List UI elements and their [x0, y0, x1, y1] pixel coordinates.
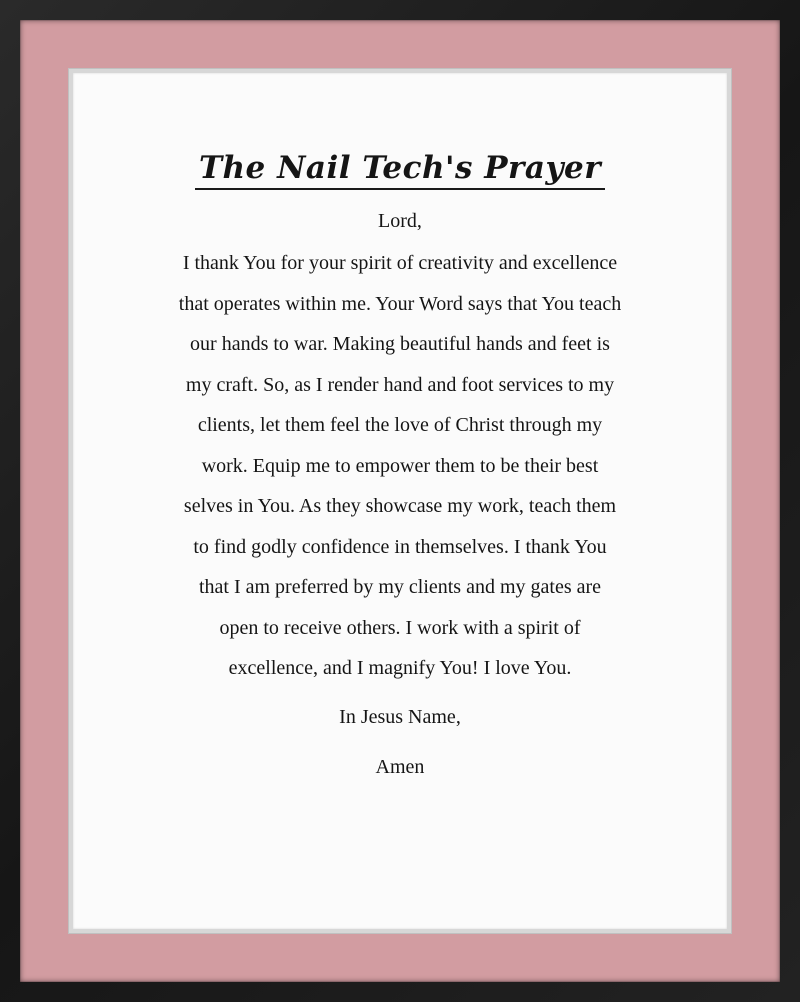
pink-mat: [20, 20, 780, 982]
prayer-line: I thank You for your spirit of creativity and excellence: [182, 252, 618, 274]
print-paper: [73, 73, 727, 929]
prayer-line: that operates within me. Your Word says that You teach: [178, 292, 622, 315]
prayer-line: to find godly confidence in themselves. I thank You: [193, 535, 607, 558]
prayer-title: The Nail Tech's Prayer: [195, 149, 605, 190]
prayer-line: excellence, and I magnify You! I love You.: [228, 657, 572, 679]
prayer-line: clients, let them feel the love of Christ through my: [197, 414, 603, 436]
prayer-line: our hands to war. Making beautiful hands and feet is: [190, 333, 610, 355]
prayer-closing: In Jesus Name,: [339, 705, 461, 728]
prayer-amen: Amen: [375, 755, 425, 778]
prayer-body: [130, 243, 670, 689]
prayer-line: work. Equip me to empower them to be their best: [201, 454, 599, 477]
mat-bevel: [68, 68, 732, 934]
prayer-line: selves in You. As they showcase my work, teach them: [183, 495, 617, 517]
prayer-salutation: Lord,: [378, 210, 422, 232]
prayer-line: that I am preferred by my clients and my gates are: [198, 576, 602, 598]
prayer-content: [73, 149, 727, 779]
prayer-line: my craft. So, as I render hand and foot services to my: [185, 373, 615, 396]
prayer-line: open to receive others. I work with a spirit of: [219, 616, 581, 639]
